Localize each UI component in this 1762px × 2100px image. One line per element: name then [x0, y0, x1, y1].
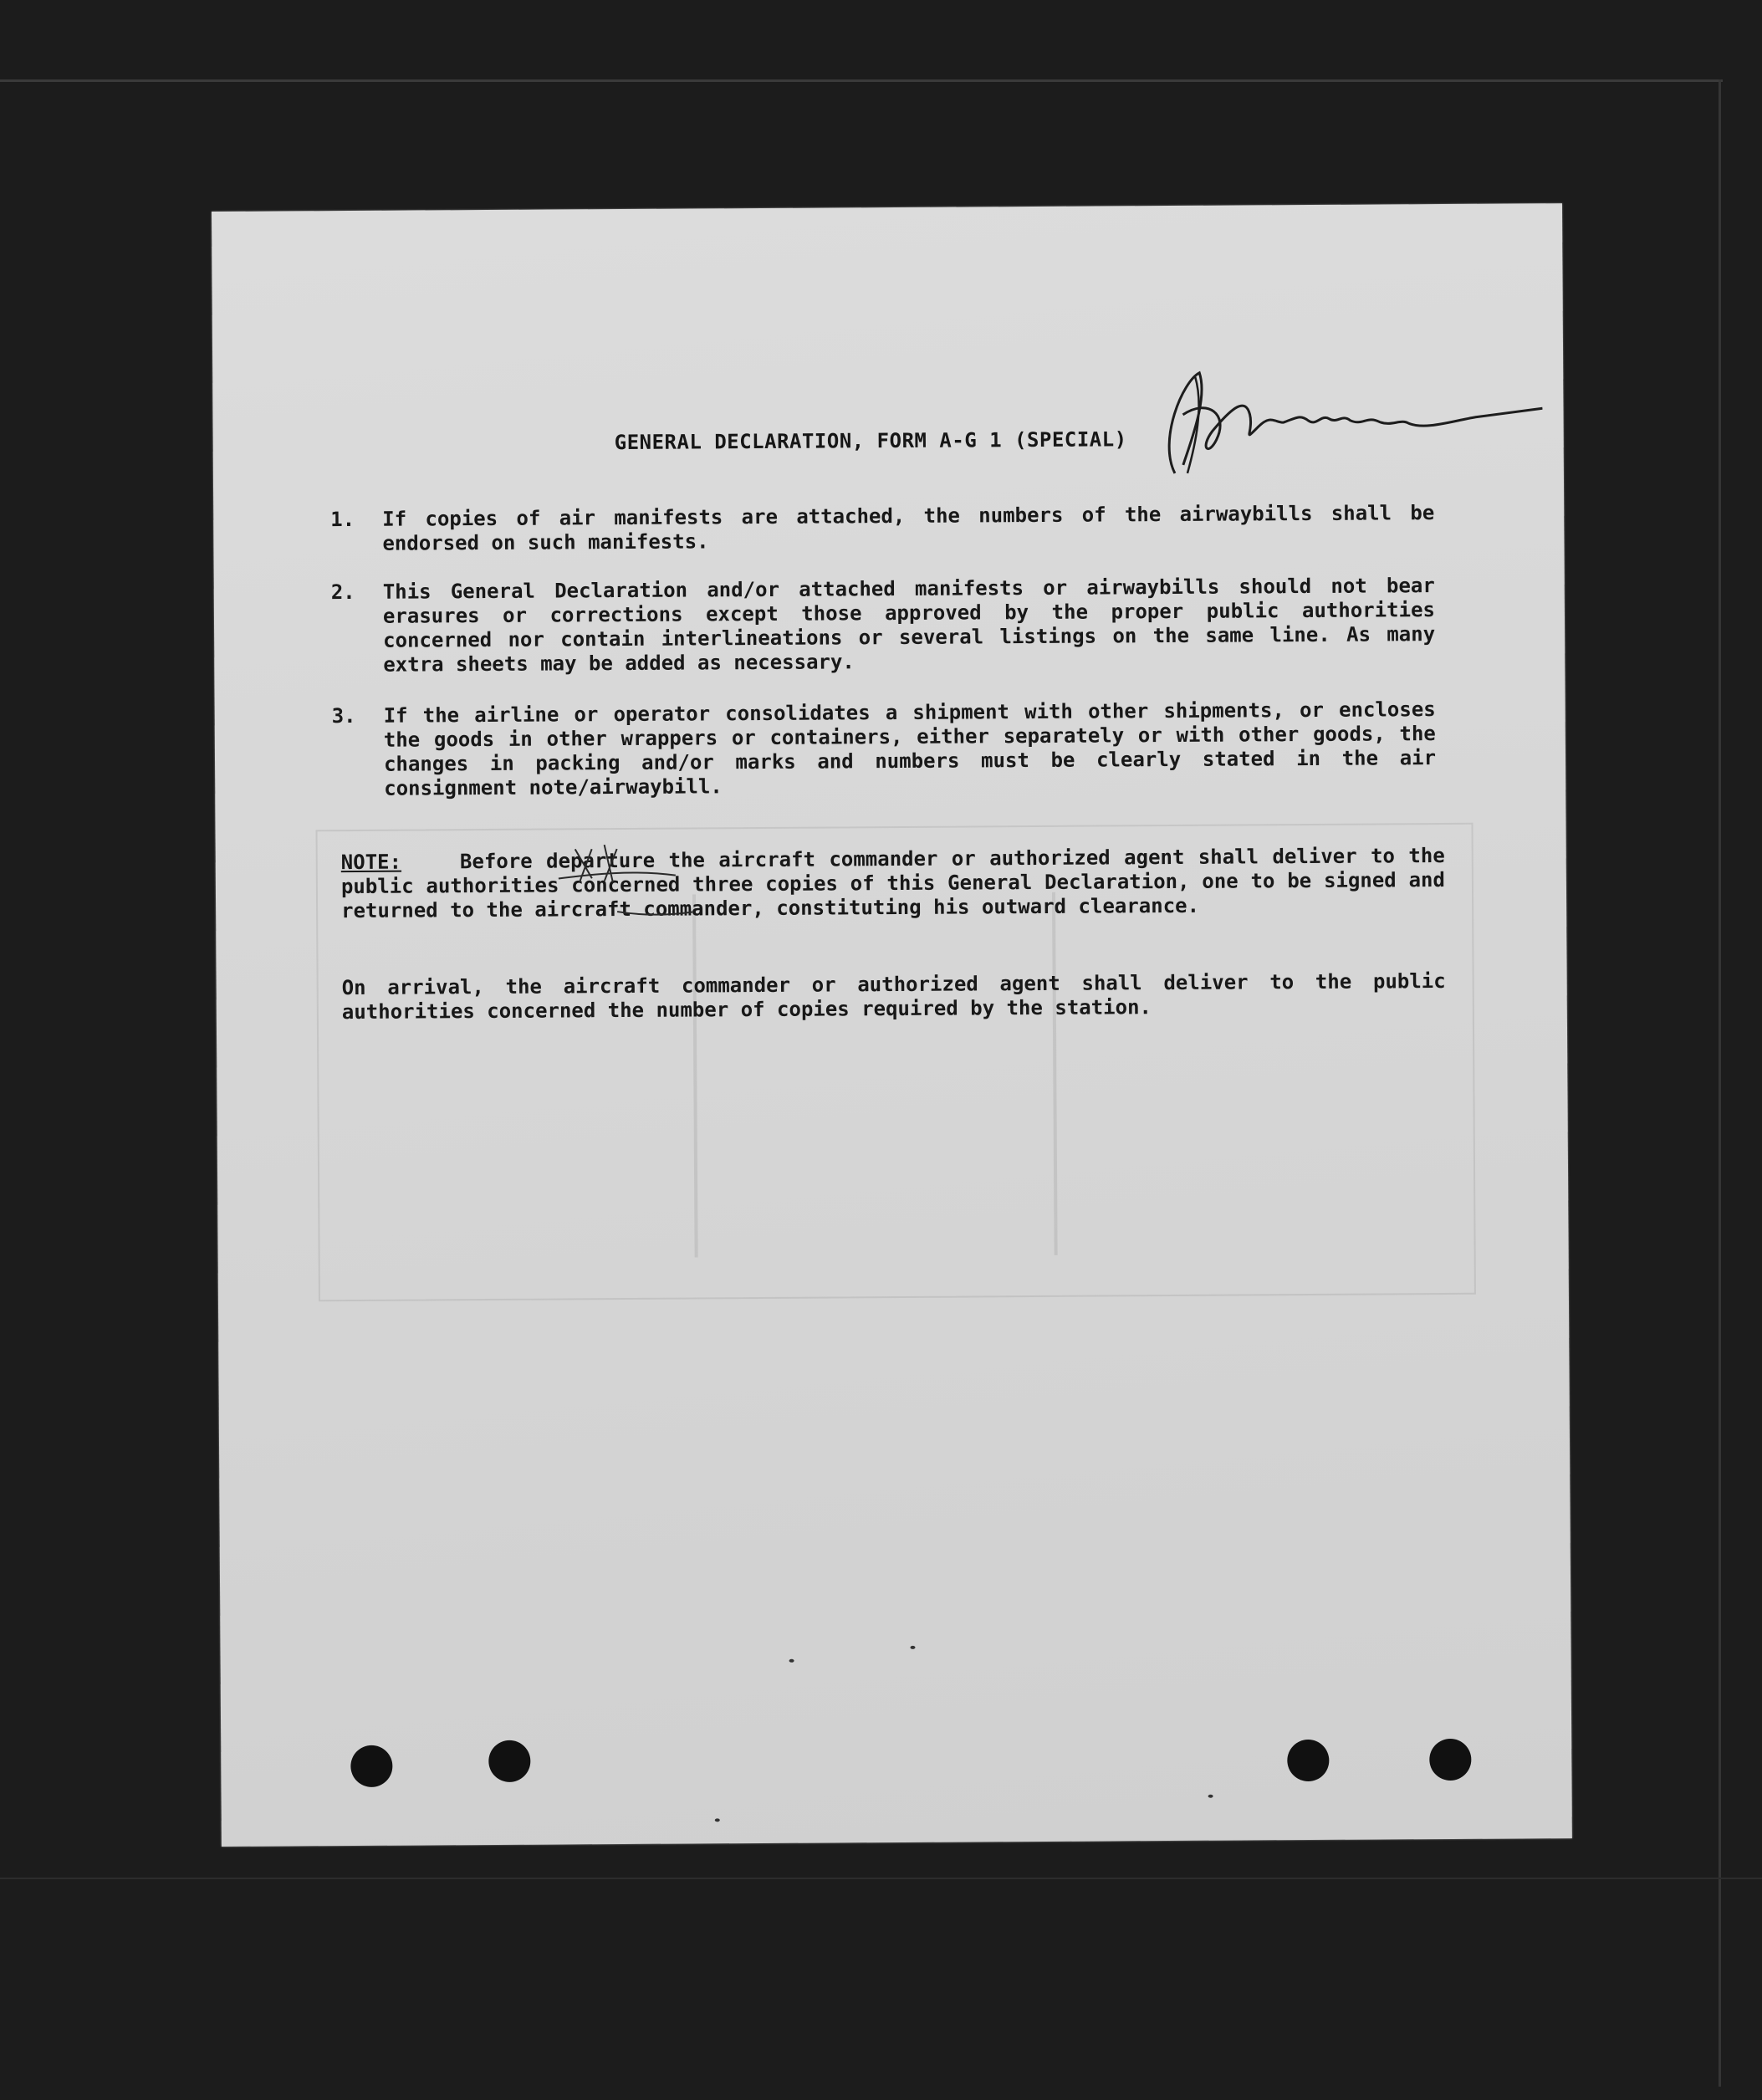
list-item-text: This General Declaration and/or attached manifests or airwaybills should not bear erasures or corrections except those approved by the proper public authorities concerned nor contain interlineations or several listings on the same line. As many extra sheets may be added as necessary.	[382, 574, 1436, 677]
scan-speck	[1208, 1795, 1213, 1798]
arrival-paragraph	[342, 969, 1446, 1024]
arrival-text: On arrival, the aircraft commander or authorized agent shall deliver to the public authorities concerned the number of copies required by the station.	[341, 969, 1446, 1024]
page-title: GENERAL DECLARATION, FORM A-G 1 (SPECIAL)	[614, 427, 1127, 455]
scan-edge-top	[0, 79, 1723, 82]
list-item-number: 3.	[331, 703, 356, 728]
note-paragraph	[341, 844, 1446, 923]
document-page	[212, 203, 1572, 1847]
note-label: NOTE:	[340, 850, 402, 875]
signature	[1149, 362, 1543, 482]
list-item-3	[332, 697, 1437, 801]
scan-speck	[789, 1659, 794, 1663]
note-text: Before departure the aircraft commander or authorized agent shall deliver to the public authorities concerned three copies of this General Declaration, one to be signed and returned to the aircraft commander, constituting his outward clearance.	[340, 844, 1445, 923]
handwritten-mark	[542, 831, 727, 932]
punch-hole	[488, 1740, 530, 1782]
punch-hole	[350, 1745, 392, 1787]
list-item-1	[330, 501, 1434, 556]
scan-speck	[910, 1646, 915, 1649]
punch-hole	[1429, 1739, 1471, 1781]
list-item-number: 1.	[330, 507, 355, 532]
scan-edge-bottom	[0, 1878, 1762, 1879]
scan-edge-right	[1719, 79, 1721, 2087]
scan-speck	[715, 1818, 720, 1822]
list-item-text: If copies of air manifests are attached, the numbers of the airwaybills shall be endorsed on such manifests.	[382, 501, 1435, 555]
list-item-2	[331, 574, 1436, 677]
list-item-text: If the airline or operator consolidates a shipment with other shipments, or encloses the goods in other wrappers or containers, either separately or with other goods, the changes in packing and/or marks and numbers must be clearly stated in the air consignment note/airwaybill.	[383, 697, 1437, 800]
punch-hole	[1287, 1740, 1329, 1781]
list-item-number: 2.	[330, 580, 355, 605]
